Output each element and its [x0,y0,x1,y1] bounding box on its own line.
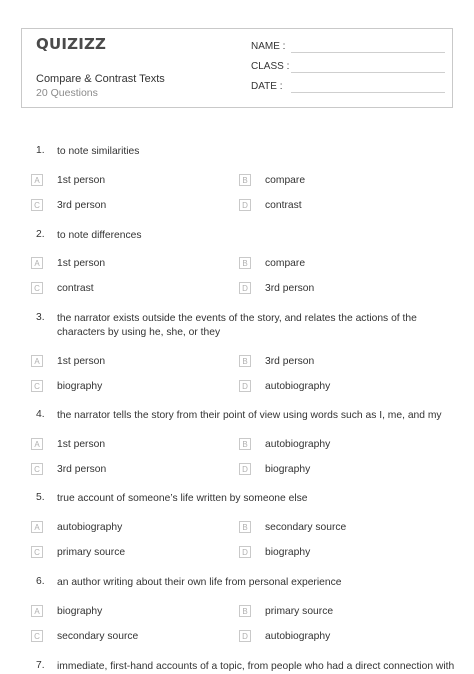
option-letter-box: C [31,199,43,211]
option-letter-box: B [239,355,251,367]
question-text: the narrator tells the story from their point of view using words such as I, me, and my [57,410,442,421]
question-count: 20 Questions [36,87,98,99]
option-label: primary source [265,606,334,617]
option-label: 1st person [57,439,106,450]
option-label: biography [57,381,103,392]
option-label: autobiography [57,522,123,533]
question-text: an author writing about their own life from personal experience [57,577,342,588]
option-letter-box: A [31,257,43,269]
option-label: contrast [265,200,302,211]
option-label: 3rd person [265,283,315,294]
question-number: 2. [36,229,45,240]
question-number: 6. [36,576,45,587]
option-letter-box: A [31,174,43,186]
option-label: 1st person [57,175,106,186]
option-label: biography [57,606,103,617]
name-field[interactable] [251,41,285,52]
option-letter-box: D [239,546,251,558]
option-label: autobiography [265,381,331,392]
option-label: 1st person [57,356,106,367]
option-letter-box: C [31,463,43,475]
question-number: 7. [36,660,45,671]
date-field[interactable] [251,81,282,92]
option-label: primary source [57,547,126,558]
question-number: 1. [36,145,45,156]
worksheet-title: Compare & Contrast Texts [36,73,165,85]
option-letter-box: B [239,257,251,269]
option-label: compare [265,258,306,269]
option-letter-box: D [239,380,251,392]
option-label: autobiography [265,439,331,450]
name-line [291,52,445,53]
option-letter-box: A [31,521,43,533]
option-letter-box: C [31,630,43,642]
option-letter-box: D [239,199,251,211]
option-label: secondary source [57,631,139,642]
option-letter-box: C [31,380,43,392]
option-letter-box: A [31,438,43,450]
class-field[interactable] [251,61,289,72]
option-label: autobiography [265,631,331,642]
option-label: compare [265,175,306,186]
name-label: NAME : [251,41,286,52]
option-letter-box: D [239,630,251,642]
class-label: CLASS : [251,61,290,72]
question-number: 3. [36,312,45,323]
option-label: 1st person [57,258,106,269]
question-text: true account of someone’s life written by someone else [57,493,308,504]
option-letter-box: B [239,521,251,533]
option-letter-box: A [31,605,43,617]
question-number: 5. [36,492,45,503]
date-line [291,92,445,93]
option-letter-box: B [239,605,251,617]
option-letter-box: B [239,438,251,450]
option-label: 3rd person [57,200,107,211]
worksheet-header [21,28,453,108]
option-letter-box: A [31,355,43,367]
date-label: DATE : [251,81,283,92]
option-label: 3rd person [57,464,107,475]
option-label: biography [265,464,311,475]
option-letter-box: C [31,546,43,558]
option-label: secondary source [265,522,347,533]
option-label: contrast [57,283,94,294]
option-letter-box: D [239,463,251,475]
option-letter-box: B [239,174,251,186]
option-letter-box: C [31,282,43,294]
option-label: 3rd person [265,356,315,367]
quizizz-logo: QUIZIZZ [36,35,107,53]
class-line [291,72,445,73]
question-text: the narrator exists outside the events of the story, and relates the actions of the characters by using he, she, or they [57,313,417,338]
question-text: to note similarities [57,146,140,157]
option-letter-box: D [239,282,251,294]
question-text: immediate, first-hand accounts of a topic, from people who had a direct connection with [57,661,455,672]
question-number: 4. [36,409,45,420]
question-text: to note differences [57,230,142,241]
option-label: biography [265,547,311,558]
